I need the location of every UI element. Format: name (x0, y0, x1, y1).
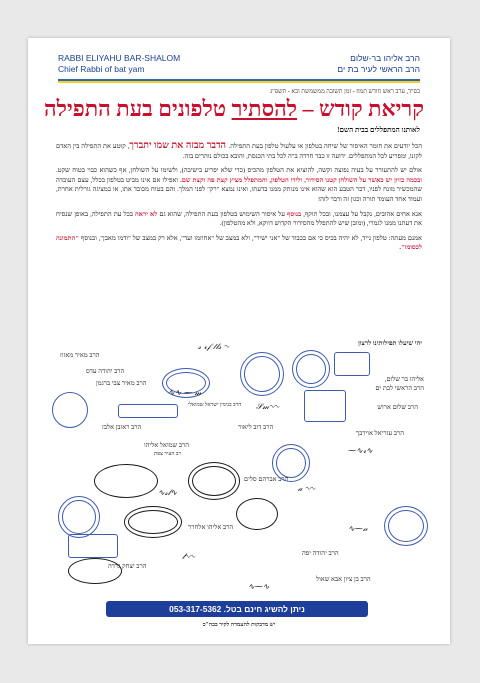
round-seal-icon (240, 352, 284, 396)
signatory-name: הרב אברהם סלים (244, 476, 289, 483)
star-of-david-seal-icon (58, 496, 100, 538)
signatory-name: הרב אליהו אלחרר (188, 524, 234, 531)
header-divider-yellow (58, 81, 420, 83)
paragraph-1 (56, 142, 422, 161)
closing-blessing: יהי שיעלו תפילותינו לרצון (358, 340, 422, 347)
p2-text-a: אולם יש להתעורר על בעיה נפוצה וקשה, להוציא את הטלפון מהכיס (כדי שלא יפריע בישיבה), ולשימו על השולחן, אף כשהוא כבוי בטוח שקט. (56, 167, 422, 175)
p3-text-c: על איסור השימוש בטלפון בעת התפילה, שהוא גם (159, 210, 288, 218)
dateline: בס"ד, ערב ראש חודש תמוז - זמן תשובה ממשמשת ובא - תשפ"ג (270, 88, 420, 95)
signatory-name: הרב יהודה עדס (86, 368, 125, 375)
header-hebrew-role: הרב הראשי לעיר בת ים (337, 64, 420, 74)
rectangular-seal-icon (68, 534, 118, 558)
signatory-name: הרב מאיר מאזוז (60, 352, 100, 359)
handwritten-signature: 𝓁∿∿ (182, 552, 195, 561)
header-english (58, 53, 180, 75)
handwritten-signature: ∿∿ ⁓ 𝓂 (168, 388, 202, 397)
signatory-name: הרב שמואל אליהו (144, 442, 190, 449)
p2-highlight: ובכמה בזיון יש כאשר על השולחן קטנו הסידור, ולידו הטלפון, והמתפלל מציץ קצת פה וקצת שם. (180, 176, 422, 184)
paragraph-4 (56, 234, 422, 253)
p3-text-e: בכל עת התפילה, באופן שנסיח את דעתנו ממנו לגמרי, (ומובן שיש להתפלל מהסידור הקדוש דווקא, ולא מהטלפון). (56, 210, 422, 228)
handwritten-signature: 𝒮𝓂∿∿ (256, 402, 279, 411)
signatory-role: הרב הראשי לבת ים (375, 385, 424, 392)
header-english-role: Chief Rabbi of bat yam (58, 64, 145, 74)
handwritten-signature: ∿⁓∿ (248, 582, 270, 591)
handwritten-signature: 𝓈 𝓇𝒻 𝓉𝓁𝓈 ∿ (198, 342, 229, 351)
handwritten-signature: ∿𝓈𝓁∿ (158, 488, 178, 497)
oval-seal-icon (188, 462, 240, 500)
signatory-name: הרב יצחק גרדה (108, 563, 147, 570)
signatory-name: אליהו בר שלום, (384, 376, 424, 383)
signatures-area (48, 338, 432, 596)
subtitle: לאותנו המתפללים בבית השם! (337, 126, 420, 134)
p4-text-a: אמנם מעתה: טלפון נייד, לא יהיה בכיס כי אם בכבוד של "אני ישיר", ולא במצב של "אחוזמו ועד", אלא רק במצב של "ודמו מאבן", ובנוסף (80, 234, 422, 242)
handwritten-signature: ∿⁓𝓃 (348, 524, 368, 533)
p3-highlight-1: בנוסף (287, 210, 304, 218)
rectangular-seal-icon (334, 352, 370, 376)
rectangular-seal-icon (118, 404, 178, 418)
oval-seal-icon (68, 558, 122, 584)
rectangular-seal-icon (304, 390, 346, 422)
paragraph-2 (56, 166, 422, 204)
signatory-name: הרב דוב ליאור (238, 424, 274, 431)
title-part-2: טלפונים בעת התפילה (44, 96, 232, 121)
signatory-name: הרב ראובן אלבז (102, 424, 142, 431)
signatory-name: הרב בן ציון אבא שאול (316, 576, 371, 583)
handwritten-signature: 𝒶 ∿∿ (298, 484, 315, 493)
signatory-name: הרב יהודה יפה (302, 550, 339, 557)
page-title (44, 96, 424, 122)
handwritten-signature: ⁓∿𝓇∿ (348, 446, 373, 455)
p4-highlight: "התמונה לכסומו". (56, 234, 422, 252)
signatory-name: הרב מאיר צבי ברגמן (96, 380, 147, 387)
p3-highlight-2: לא יראה (135, 210, 160, 218)
p1-highlight: הדבר מבזה את שמו יתברך (129, 141, 229, 151)
header-english-name: RABBI ELIYAHU BAR-SHALOM (58, 53, 181, 63)
p3-text-a: אנא אחים אהובים, נקבל על עצמנו, ובכל תוקף, (303, 210, 422, 218)
round-seal-icon (52, 392, 88, 428)
paragraph-3 (56, 210, 422, 229)
oval-seal-icon (236, 498, 278, 530)
p2-text-c: ואפילו אם אינו מביט בטלפון בכלל, עצם העובדה שהמכשיר מונח לפניו, דבר הטבע הוא שהוא אינו מנותק ממנו בדעתו, ואינו נמצא "רק" לפני המלך. והם בטוח מכובד אתו, או במציגה גורלית אחרת, ועמוד אחד העומד תורה וכגון זה ודבר לזה! (56, 176, 422, 203)
p1-text-c: , קוטע את התפילה בין האדם לקונו, ומפריע לכל המתפללים. ידועה זו כבר חרדה ב"ה לכל בתי הכנסת, והובא בכולם נוהרים בזה. (56, 143, 422, 160)
round-seal-icon (292, 350, 330, 388)
footnote: יש מדבקות להעמדה לקיר בבה"כ (202, 622, 276, 628)
oval-seal-icon (124, 506, 182, 538)
title-underlined: להסתיר (231, 96, 298, 121)
signatory-name: הרב עזריאל אוירבך (355, 430, 404, 437)
header-hebrew (337, 53, 420, 75)
header-hebrew-name: הרב אליהו בר-שלום (350, 53, 420, 63)
letter-body (56, 142, 422, 258)
title-part-1: קריאת קודש – (297, 96, 424, 121)
phone-banner: ניתן להשיג חינם בטל. 053-317-5362 (106, 601, 368, 617)
p1-text-a: הכל יודעים את חומר האיסור של שיחה בטלפון או עלעול טלפון בעת התפילה. (228, 143, 423, 150)
signatory-name: הרב בנימין ישראל שמואלי (188, 402, 242, 408)
round-seal-icon (272, 444, 310, 482)
letter-sheet (28, 38, 450, 644)
oval-seal-icon (94, 464, 158, 498)
round-seal-icon (384, 506, 428, 546)
signatory-role: רב העיר צפת (154, 451, 182, 457)
signatory-name: הרב שלום ארוש (377, 404, 418, 411)
